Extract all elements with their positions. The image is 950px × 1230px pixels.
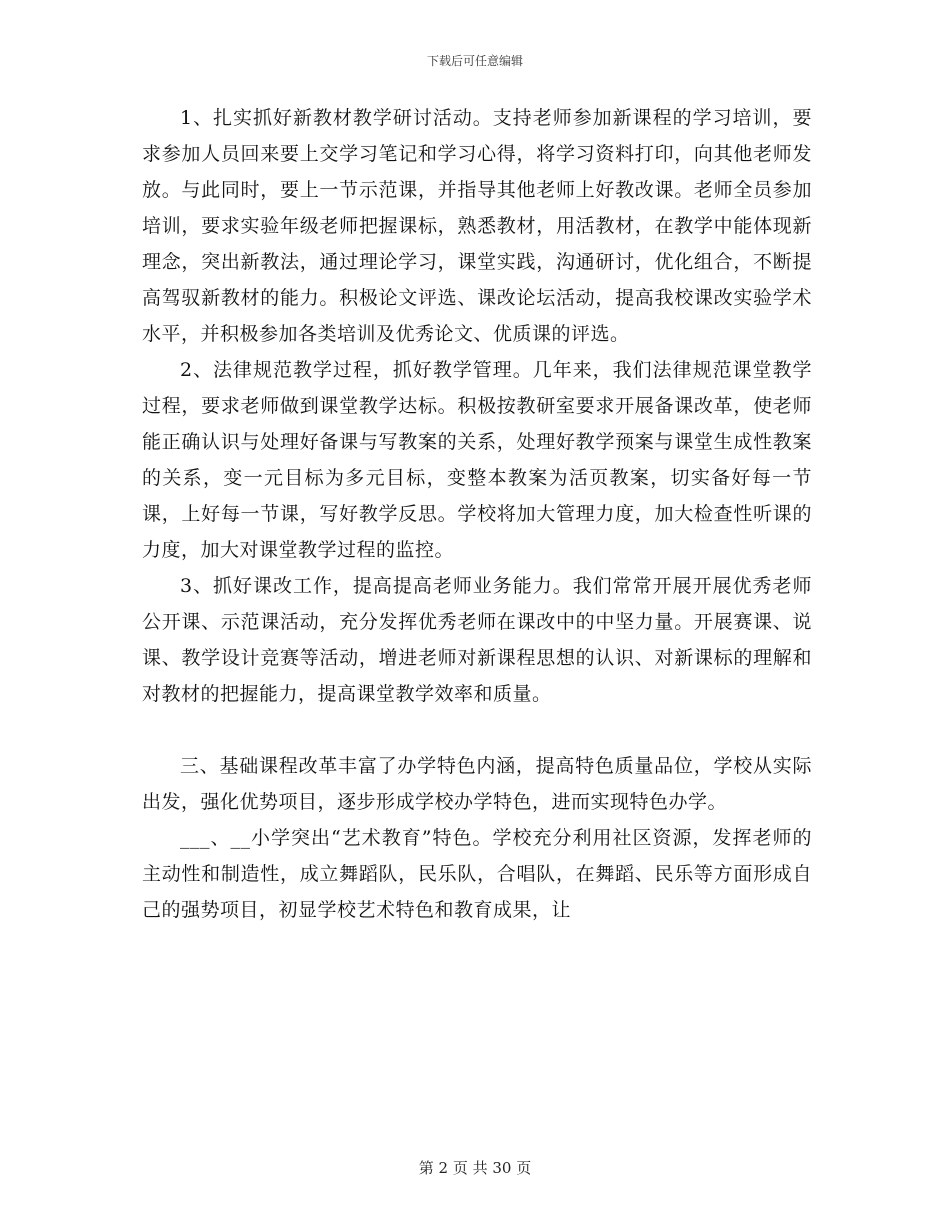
paragraph-2: 2、法律规范教学过程，抓好教学管理。几年来，我们法律规范课堂教学过程，要求老师做到课堂教学达标。积极按教研室要求开展备课改革，使老师能正确认识与处理好备课与写教案的关系，处理好教学预案与课堂生成性教案的关系，变一元目标为多元目标，变整本教案为活页教案，切实备好每一节课，上好每一节课，写好教学反思。学校将加大管理力度，加大检查性听课的力度，加大对课堂教学过程的监控。 [142, 359, 812, 561]
paragraph-art-education: ___、__小学突出“艺术教育”特色。学校充分利用社区资源，发挥老师的主动性和制造性，成立舞蹈队，民乐队，合唱队，在舞蹈、民乐等方面形成自己的强势项目，初显学校艺术特色和教育成果，让 [142, 827, 812, 921]
document-body [142, 100, 812, 928]
paragraph-1: 1、扎实抓好新教材教学研讨活动。支持老师参加新课程的学习培训，要求参加人员回来要上交学习笔记和学习心得，将学习资料打印，向其他老师发放。与此同时，要上一节示范课，并指导其他老师上好教改课。老师全员参加培训，要求实验年级老师把握课标，熟悉教材，用活教材，在教学中能体现新理念，突出新教法，通过理论学习，课堂实践，沟通研讨，优化组合，不断提高驾驭新教材的能力。积极论文评选、课改论坛活动，提高我校课改实验学术水平，并积极参加各类培训及优秀论文、优质课的评选。 [142, 107, 812, 345]
section-three-paragraph: 三、基础课程改革丰富了办学特色内涵，提高特色质量品位，学校从实际出发，强化优势项目，逐步形成学校办学特色，进而实现特色办学。 [142, 755, 812, 813]
page-header-note: 下载后可任意编辑 [426, 54, 523, 68]
page-number: 第 2 页 共 30 页 [418, 1159, 532, 1177]
paragraph-3: 3、抓好课改工作，提高提高老师业务能力。我们常常开展开展优秀老师公开课、示范课活动，充分发挥优秀老师在课改中的中坚力量。开展赛课、说课、教学设计竞赛等活动，增进老师对新课程思想的认识、对新课标的理解和对教材的把握能力，提高课堂教学效率和质量。 [142, 575, 812, 705]
